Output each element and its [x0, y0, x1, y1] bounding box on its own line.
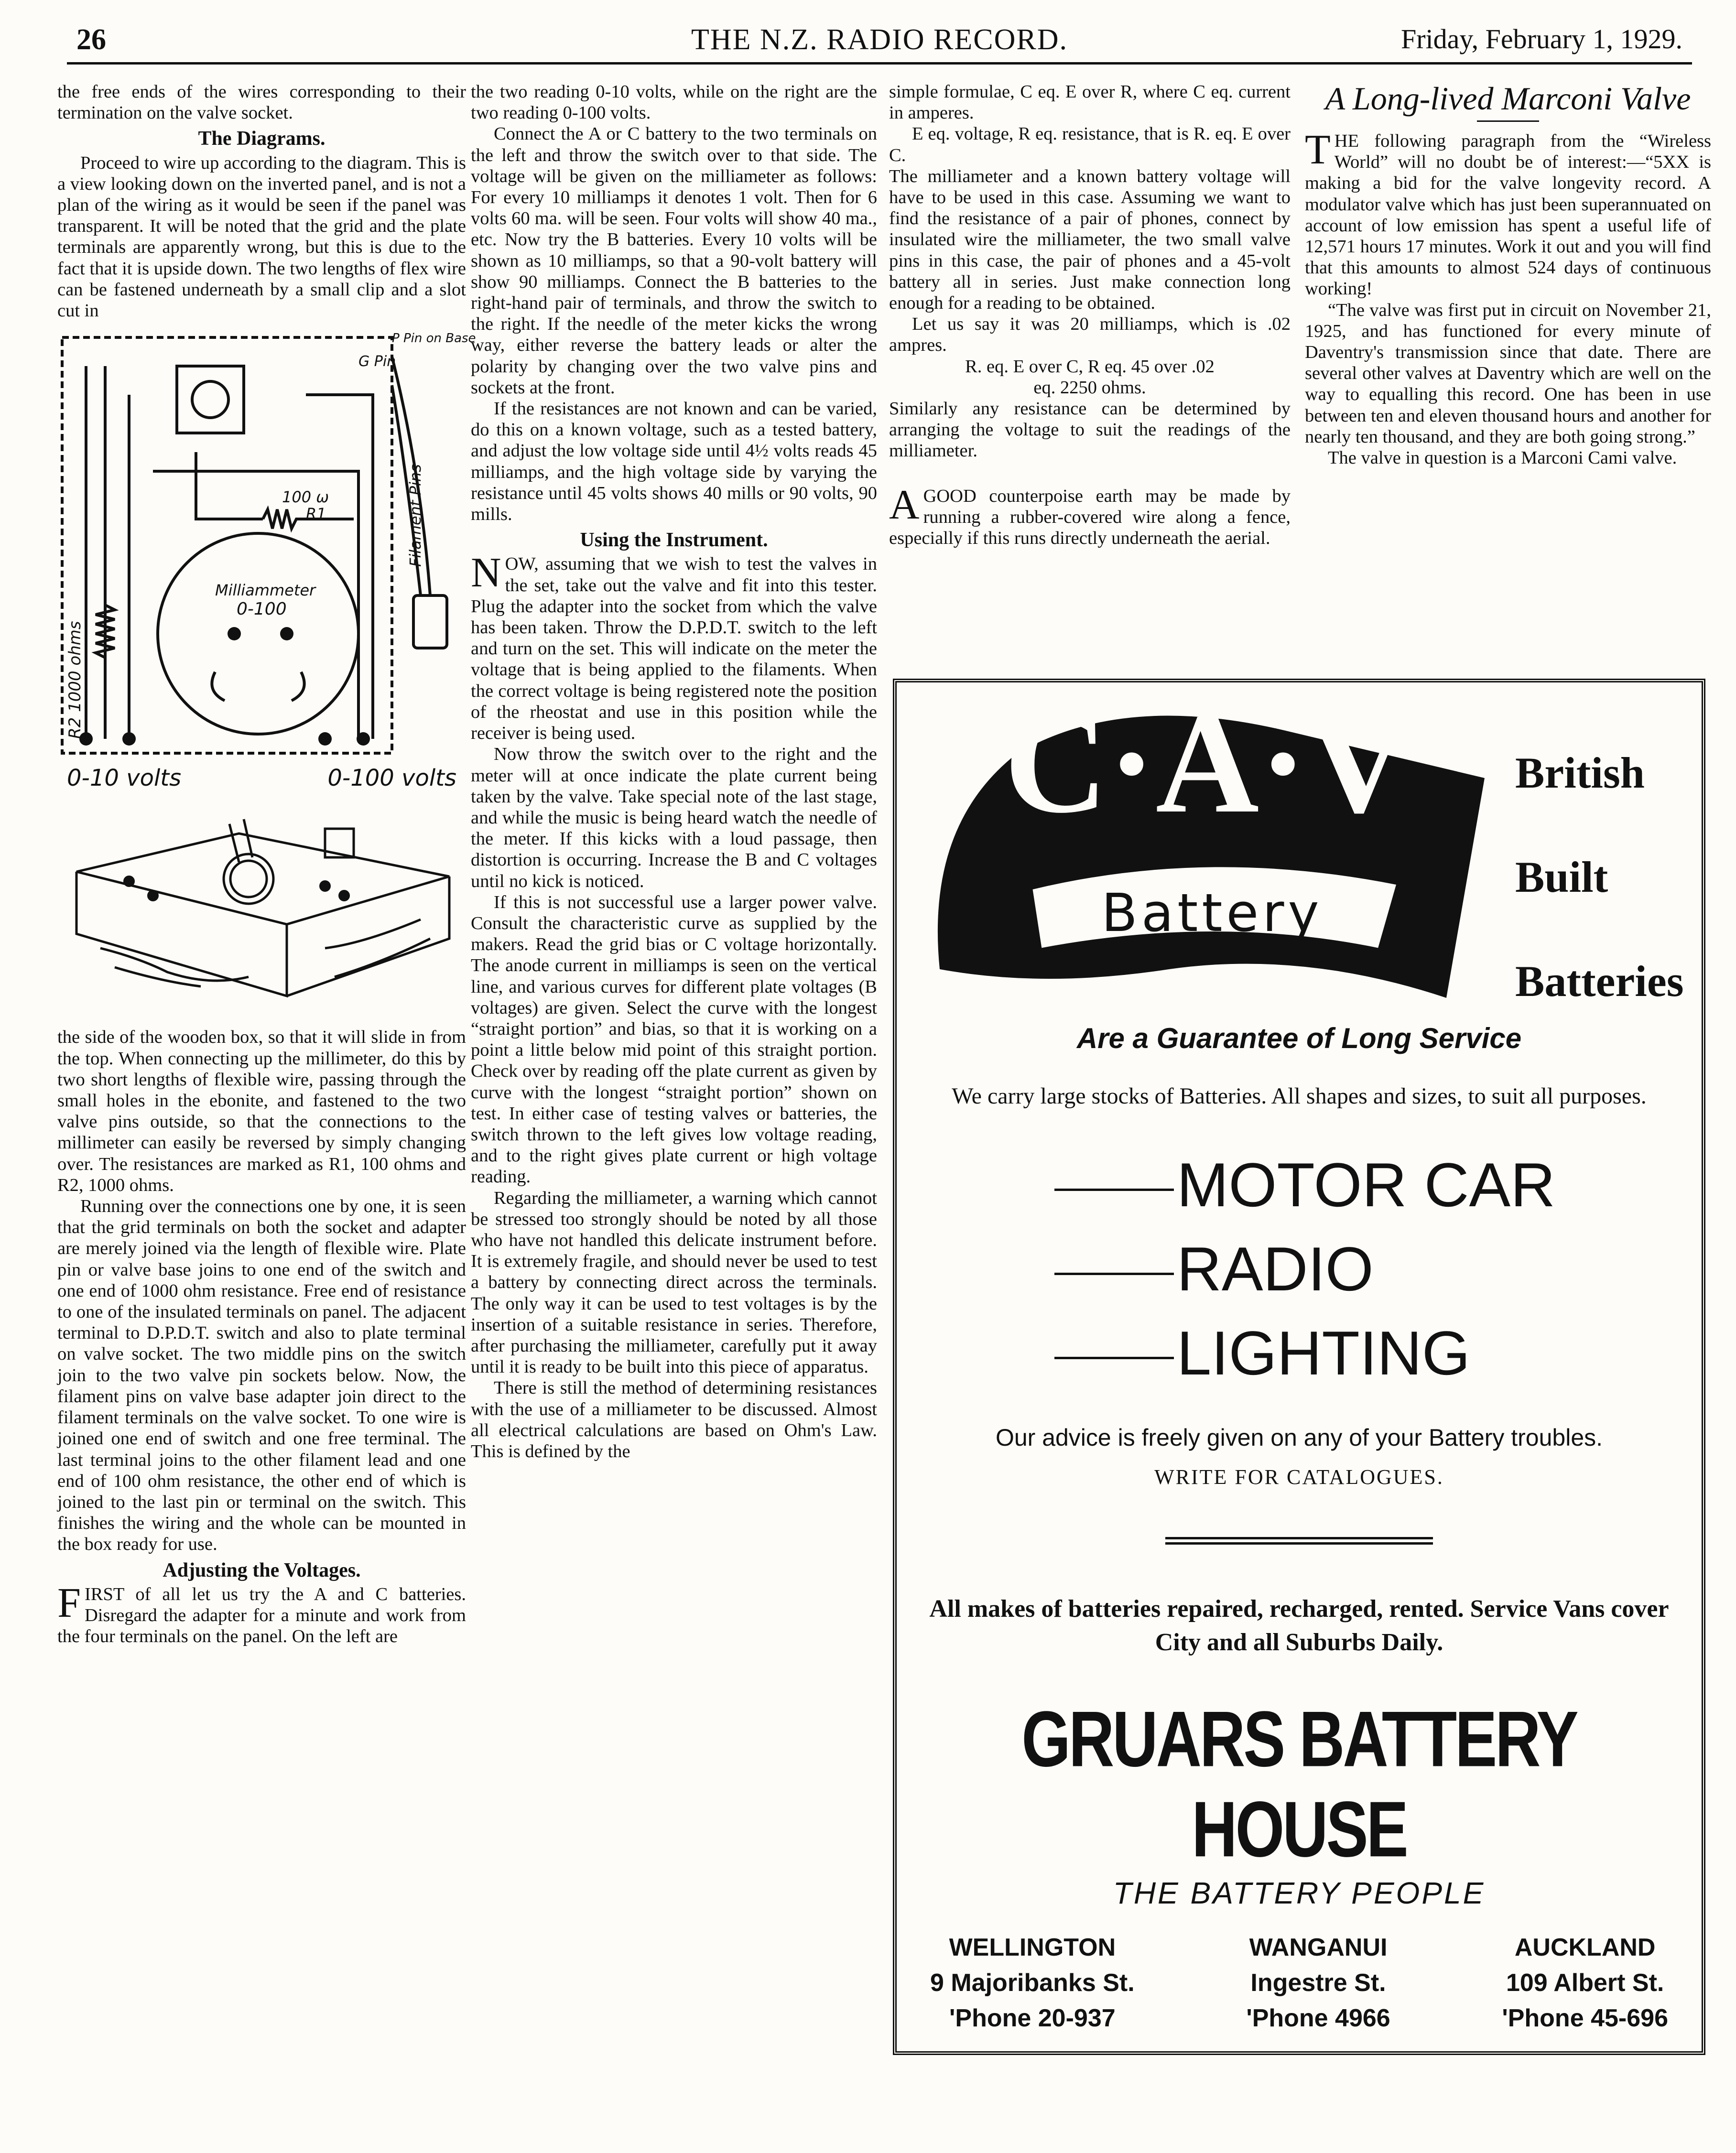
use-item — [1054, 1311, 1678, 1395]
paragraph: Connect the A or C battery to the two terminals on the left and throw the switch over to that side. The voltage will be given on the milliameter as follows: For every 10 milliamps it denotes 1 volt. Then for 6 volts 60 ma. will be seen. Four volts will show 40 ma., etc. Now try the B batteries. Every 10 volts will be shown as 10 milliamps, so that a 90-volt battery will show 90 milliamps. Connect the B batteries to the right-hand pair of terminals, and throw the switch to the right. If the needle of the meter kicks the wrong way, either reverse the battery leads or alter the polarity by changing over the two valve pins and sockets at the front. — [471, 124, 877, 398]
paragraph: THE following paragraph from the “Wireless World” will no doubt be of interest:—“5XX is making a bid for the valve longevity record. A modulator valve which has just been superannuated on account of low emission has spent a useful life of 12,571 hours 17 minutes. Work it out and you will find that this amounts to almost 524 days of continuous working! — [1305, 127, 1711, 299]
paragraph: FIRST of all let us try the A and C batteries. Disregard the adapter for a minute and work from the four terminals on the panel. On the left are — [57, 1580, 466, 1647]
high-volts-label: 0-100 volts — [327, 765, 456, 792]
stocks-text: We carry large stocks of Batteries. All shapes and sizes, to suit all purposes. — [952, 1083, 1647, 1109]
column-1 — [57, 81, 476, 1647]
dash — [1054, 1189, 1174, 1191]
logo-letters: C·A·V — [1004, 684, 1411, 843]
advice-text: Our advice is freely given on any of your Battery troubles. — [995, 1424, 1603, 1451]
paragraph: Regarding the milliameter, a warning which cannot be stressed too strongly should be noted by all those who have not handled this delicate instrument before. It is extremely fragile, and should never be used to test a battery by connecting direct across the terminals. The only way it can be used to test voltages is by the insertion of a suitable resistance in series. Therefore, after purchasing the milliameter, carefully put it away until it is ready to be built into this piece of apparatus. — [471, 1188, 877, 1377]
column-4 — [1305, 81, 1711, 468]
branch-phone: 'Phone 45-696 — [1502, 2004, 1668, 2032]
logo-area — [921, 684, 1684, 1007]
paragraph: Let us say it was 20 milliamps, which is .02 ampres. — [889, 314, 1291, 356]
batteries-label: Batteries — [1515, 957, 1684, 1006]
british-label: British — [1515, 748, 1645, 797]
catalogue-text: WRITE FOR CATALOGUES. — [1154, 1465, 1444, 1489]
column-3 — [889, 81, 1291, 549]
cav-logo — [921, 684, 1518, 1007]
r2-label: R2 1000 ohms — [65, 621, 85, 739]
paragraph: Now throw the switch over to the right and the meter will at once indicate the plate current being taken by the valve. Take special note of the last stage, and while the music is being heard watch the needle of the meter. If this kicks with a loud passage, then distortion is occurring. Increase the B and C voltages until no kick is noticed. — [471, 744, 877, 891]
formula: R. eq. E over C, R eq. 45 over .02 — [965, 356, 1215, 377]
paragraph: Proceed to wire up according to the diagram. This is a view looking down on the inverted panel, and is not a plan of the wiring as it would be seen if the panel was transparent. It will be noted that the grid and the plate terminals are apparently wrong, but this is due to the fact that it is upside down. The two lengths of flex wire can be fastened underneath by a small clip and a slot cut in — [57, 152, 466, 321]
r1-value-label: 100 ω — [282, 488, 329, 507]
tester-box-drawing — [57, 795, 466, 1020]
g-pin-label: G Pin — [358, 353, 396, 370]
branch-street: 109 Albert St. — [1506, 1969, 1664, 1997]
repair-text: All makes of batteries repaired, recharged, rented. Service Vans cover City and all Suburbs Daily. — [929, 1595, 1669, 1656]
branch-wanganui — [1246, 1930, 1390, 2036]
subheading: Using the Instrument. — [580, 529, 768, 552]
issue-date: Friday, February 1, 1929. — [1400, 23, 1682, 54]
paragraph: NOW, assuming that we wish to test the valves in the set, take out the valve and fit into this tester. Plug the adapter into the socket from which the valve has been taken. Throw the D.P.D.T. switch to the left and turn on the set. This will indicate on the meter the voltage that is being applied to the filaments. When the correct voltage is being registered note the position of the rheostat and use in this position while the receiver is being used. — [471, 550, 877, 744]
double-rule — [1165, 1537, 1433, 1545]
paragraph: AGOOD counterpoise earth may be made by running a rubber-covered wire along a fence, especially if this runs directly underneath the aerial. — [889, 481, 1291, 549]
paragraph: There is still the method of determining resistances with the use of a milliameter to be discussed. Almost all electrical calculations are based on Ohm's Law. This is defined by the — [471, 1378, 877, 1461]
r1-name-label: R1 — [306, 505, 326, 523]
company-tagline: THE BATTERY PEOPLE — [1113, 1876, 1486, 1910]
paragraph: The milliameter and a known battery voltage will have to be used in this case. Assuming we want to find the resistance of a pair of phones, connect by insulated wire the milliameter, the two small valve pins in this case, the pair of phones and a 45-volt battery all in series. Just make connection long enough for a reading to be obtained. — [889, 166, 1291, 314]
paragraph: Running over the connections one by one, it is seen that the grid terminals on both the socket and adapter are merely joined via the length of flexible wire. Plate pin or valve base joins to one end of the switch and one end of 1000 ohm resistance. Free end of resistance to one of the insulated terminals on panel. The adjacent terminal to D.P.D.T. switch and also to plate terminal on valve socket. The two middle pins on the switch join to the two valve pin sockets below. Now, the filament pins on valve base adapter join direct to the filament terminals on the valve socket. To one wire is joined one end of switch and one free terminal. The last terminal joins to the other filament lead and one end of 100 ohm resistance, the other end of which is joined to the last pin or terminal on the switch. This finishes the wiring and the whole can be mounted in the box ready for use. — [57, 1196, 466, 1555]
branch-list — [921, 1930, 1678, 2036]
paragraph: Similarly any resistance can be determined by arranging the voltage to suit the readings of the milliameter. — [889, 399, 1291, 461]
use-label: LIGHTING — [1177, 1318, 1470, 1388]
use-label: RADIO — [1177, 1234, 1374, 1304]
use-item — [1054, 1227, 1678, 1311]
branch-street: 9 Majoribanks St. — [930, 1969, 1135, 1997]
logo-banner-text: Battery — [1101, 882, 1323, 943]
branch-street: Ingestre St. — [1250, 1969, 1386, 1997]
branch-city: AUCKLAND — [1514, 1934, 1656, 1961]
paragraph: “The valve was first put in circuit on November 21, 1925, and has functioned for every minute of Daventry's transmission since that date. There are several other valves at Daventry which are well on the way to equalling this record. One has been in use between ten and eleven thousand hours and another for nearly ten thousand, and they are both going strong.” — [1305, 300, 1711, 447]
page-number: 26 — [76, 23, 106, 56]
filament-pins-label: Filament Pins — [406, 464, 424, 567]
subheading: The Diagrams. — [198, 128, 326, 150]
wiring-diagram — [57, 328, 476, 792]
built-label: Built — [1515, 853, 1608, 901]
paragraph: the two reading 0-10 volts, while on the right are the two reading 0-100 volts. — [471, 82, 877, 123]
formula: eq. 2250 ohms. — [1033, 377, 1146, 398]
paragraph: If the resistances are not known and can be varied, do this on a known voltage, such as a tested battery, and adjust the low voltage side until 4½ volts reads 45 milliamps, and the high voltage side by varying the resistance until 45 volts shows 40 mills or 90 volts, 90 mills. — [471, 399, 877, 525]
use-label: MOTOR CAR — [1177, 1150, 1556, 1220]
dash — [1054, 1273, 1174, 1275]
cav-battery-advertisement — [893, 679, 1705, 2055]
use-item — [1054, 1143, 1678, 1227]
paragraph: the side of the wooden box, so that it will slide in from the top. When connecting up the millimeter, do this by two short lengths of flexible wire, passing through the small holes in the ebonite, and fastened to the two valve pins outside, so that the connections to the millimeter can easily be reversed by simply changing over. The resistances are marked as R1, 100 ohms and R2, 1000 ohms. — [57, 1027, 466, 1195]
paragraph: the free ends of the wires corresponding to their termination on the valve socket. — [57, 82, 466, 123]
branch-auckland — [1502, 1930, 1668, 2036]
branch-phone: 'Phone 20-937 — [949, 2004, 1116, 2032]
branch-city: WANGANUI — [1249, 1934, 1388, 1961]
article-headline: A Long-lived Marconi Valve — [1325, 80, 1691, 117]
subheading: Adjusting the Voltages. — [163, 1559, 361, 1581]
paragraph: E eq. voltage, R eq. resistance, that is R. eq. E over C. — [889, 124, 1291, 165]
branch-phone: 'Phone 4966 — [1246, 2004, 1390, 2032]
milliammeter-label: Milliammeter — [215, 581, 316, 600]
company-name: GRUARS BATTERY HOUSE — [1021, 1695, 1577, 1873]
paragraph: The valve in question is a Marconi Cami valve. — [1328, 448, 1677, 468]
column-2 — [471, 81, 877, 1462]
paragraph: simple formulae, C eq. E over R, where C eq. current in amperes. — [889, 82, 1291, 123]
logo-side-text — [1515, 721, 1684, 1033]
paragraph: If this is not successful use a larger power valve. Consult the characteristic curve as supplied by the makers. Read the grid bias or C voltage horizontally. The anode current in milliamps is seen on the vertical line, and various curves for different plate voltages (B voltages) are given. Select the curve with the longest “straight portion” and bias, so that it is working on a point a little below mid point of this straight portion. Check over by reading off the plate current as given by curve with the longest “straight portion” shown on test. In either case of testing valves or batteries, the switch thrown to the left gives low voltage reading, and to the right gives plate current or high voltage reading. — [471, 892, 877, 1187]
branch-wellington — [930, 1930, 1135, 2036]
page-header — [67, 19, 1692, 65]
headline-rule — [1477, 120, 1539, 122]
low-volts-label: 0-10 volts — [67, 765, 182, 792]
wiring-diagram-drawing — [57, 328, 476, 768]
milliammeter-range: 0-100 — [237, 599, 287, 619]
tester-box-illustration — [57, 795, 466, 1020]
p-pin-label: P Pin on Base — [392, 331, 476, 346]
guarantee-slogan: Are a Guarantee of Long Service — [1076, 1022, 1522, 1054]
dash — [1054, 1357, 1174, 1359]
branch-city: WELLINGTON — [949, 1934, 1116, 1961]
masthead: THE N.Z. RADIO RECORD. — [691, 23, 1068, 56]
battery-uses-list — [1054, 1143, 1678, 1395]
